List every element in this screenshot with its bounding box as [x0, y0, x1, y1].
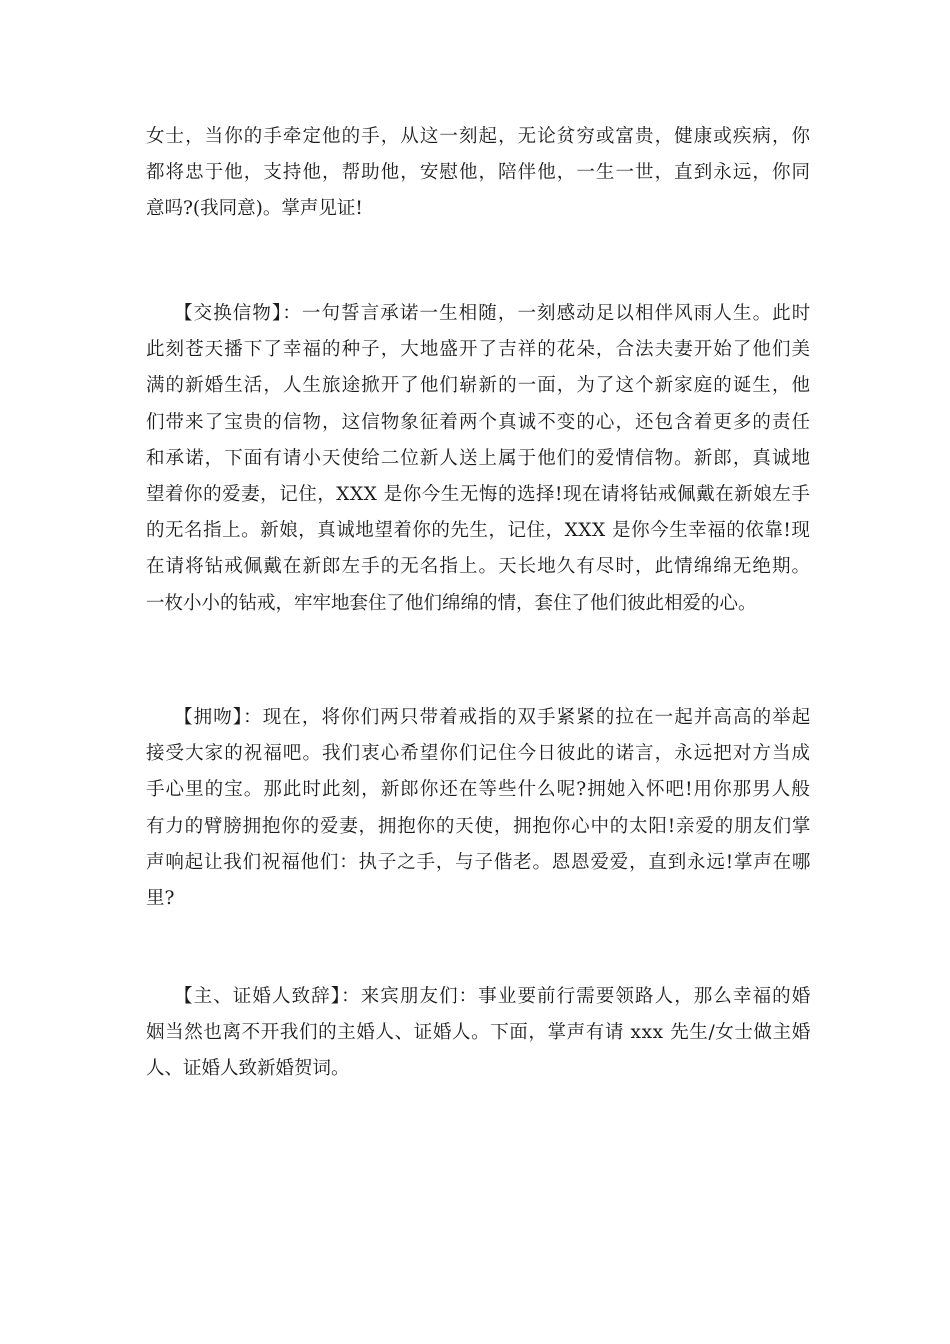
text-line: 人、证婚人致新婚贺词。	[146, 1058, 350, 1080]
text-line	[146, 700, 810, 736]
text-line: 声响起让我们祝福他们：执子之手，与子偕老。恩恩爱爱，直到永远!掌声在哪	[146, 851, 812, 873]
paragraph-embrace	[146, 700, 810, 917]
text-line: 满的新婚生活，人生旅途掀开了他们崭新的一面，为了这个新家庭的诞生，他	[146, 375, 812, 397]
text-line: 姻当然也离不开我们的主婚人、证婚人。下面，掌声有请 xxx 先生/女士做主婚	[146, 1022, 811, 1044]
text-line	[146, 979, 810, 1015]
section-heading: 【交换信物】	[174, 303, 283, 324]
text-line: 都将忠于他，支持他，帮助他，安慰他，陪伴他，一生一世，直到永远，你同	[146, 162, 812, 184]
text-line: 一枚小小的钻戒，牢牢地套住了他们绵绵的情，套住了他们彼此相爱的心。	[146, 592, 757, 614]
text-line: 有力的臂膀拥抱你的爱妻，拥抱你的天使，拥抱你心中的太阳!亲爱的朋友们掌	[146, 815, 812, 837]
section-heading: 【拥吻】	[174, 707, 244, 728]
text-line: 望着你的爱妻，记住，XXX 是你今生无悔的选择!现在请将钻戒佩戴在新娘左手	[146, 484, 811, 506]
text-run: ：一句誓言承诺一生相随，一刻感动足以相伴风雨人生。此时	[282, 303, 812, 324]
text-line: 接受大家的祝福吧。我们衷心希望你们记住今日彼此的诺言，永远把对方当成	[146, 743, 812, 765]
text-run: ：来宾朋友们：事业要前行需要领路人，那么幸福的婚	[341, 986, 812, 1007]
text-line: 手心里的宝。那此时此刻，新郎你还在等些什么呢?拥她入怀吧!用你那男人般	[146, 779, 811, 801]
text-line: 意吗?(我同意)。掌声见证!	[146, 198, 363, 220]
text-line: 女士，当你的手牵定他的手，从这一刻起，无论贫穷或富贵，健康或疾病，你	[146, 126, 812, 147]
text-line: 的无名指上。新娘，真诚地望着你的先生，记住，XXX 是你今生幸福的依靠!现	[146, 520, 811, 542]
section-heading: 【主、证婚人致辞】	[174, 986, 342, 1007]
text-run: ：现在，将你们两只带着戒指的双手紧紧的拉在一起并高高的举起	[243, 707, 812, 728]
text-line: 此刻苍天播下了幸福的种子，大地盛开了吉祥的花朵，合法夫妻开始了他们美	[146, 339, 812, 361]
paragraph-exchange-tokens	[146, 296, 810, 622]
text-line: 里?	[146, 888, 175, 910]
text-line: 们带来了宝贵的信物，这信物象征着两个真诚不变的心，还包含着更多的责任	[146, 411, 812, 433]
paragraph-vows	[146, 119, 810, 228]
text-line: 和承诺，下面有请小天使给二位新人送上属于他们的爱情信物。新郎，真诚地	[146, 447, 812, 469]
paragraph-officiant-speech	[146, 979, 810, 1088]
text-line	[146, 296, 810, 332]
text-line: 在请将钻戒佩戴在新郎左手的无名指上。天长地久有尽时，此情绵绵无绝期。	[146, 556, 812, 578]
